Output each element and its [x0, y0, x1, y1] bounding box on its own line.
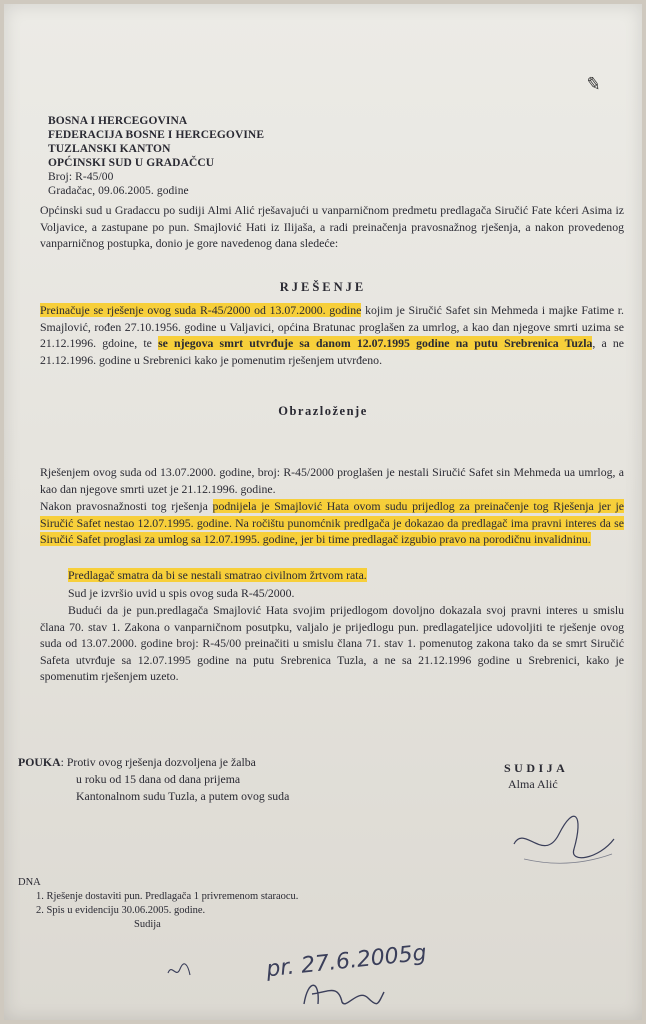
ruling-text-2: kojim je Siručić Safet sin Mehmeda i majke Fatime r. Smajlović, rođen 27.10.1956. godine u Valjavici, općina Bratunac proglašen za umrlog, a kao dan njegove smrti uzima se 21.12.1996. gdoine, te: [40, 303, 624, 351]
corner-ink-mark: ✎: [584, 73, 603, 95]
ruling-text-4: , a ne 21.12.1996. godine u Srebrenici kako je pomenutim rješenjem utvrđeno.: [40, 336, 625, 367]
reasoning-text-2a: Nakon pravosnažnosti tog rješenja: [40, 499, 213, 513]
delivery-item-1: 1. Rješenje dostaviti pun. Predlagača 1 privremenom staraocu.: [36, 891, 299, 902]
reasoning-highlight-3: Predlagač smatra da bi se nestali smatrao civilnom žrtvom rata.: [68, 568, 367, 582]
delivery-item-2: 2. Spis u evidenciju 30.06.2005. godine.: [36, 905, 206, 916]
document-date: Gradačac, 09.06.2005. godine: [48, 185, 189, 197]
header-federation: FEDERACIJA BOSNE I HERCEGOVINE: [48, 129, 265, 141]
instruction-line-2: u roku od 15 dana od dana prijema: [76, 772, 241, 786]
document-page: [4, 4, 642, 1020]
reasoning-paragraph-2: [40, 498, 624, 548]
ruling-title: RJEŠENJE: [279, 280, 367, 294]
handwritten-initials: [298, 974, 388, 1014]
intro-paragraph: Općinski sud u Gradaccu po sudiji Almi Alić rješavajući u vanparničnom predmetu predlagača Siručić Fate kćeri Asima iz Voljavice, a zastupane po pun. Smajlović Hati iz Ilijaša, a radi preinačenja pravosnažnog rješenja, a nakon provedenog vanparničnog postupka, donio je gore navedenog dana sledeće:: [40, 203, 624, 251]
header-court: OPĆINSKI SUD U GRADAČCU: [48, 157, 215, 169]
judge-signature-block: [504, 760, 568, 792]
delivery-signature-label: Sudija: [134, 919, 161, 930]
reasoning-paragraph-1: Rješenjem ovog suda od 13.07.2000. godine, broj: R-45/2000 proglašen je nestali Siručić Safet sin Mehmeda ua umrlog, a kao dan njegove smrti uzet je 21.12.1996. godine.: [40, 465, 624, 496]
handwritten-date-note: pr. 27.6.2005g: [265, 940, 428, 983]
reasoning-title: Obrazloženje: [278, 404, 368, 418]
ruling-highlight-bold: se njegova smrt utvrđuje sa danom 12.07.1995 godine na putu Srebrenica Tuzla: [158, 336, 593, 351]
instruction-block: [18, 754, 378, 805]
header-country: BOSNA I HERCEGOVINA: [48, 115, 188, 127]
reasoning-highlight-2: podnijela je Smajlović Hata ovom sudu prijedlog za preinačenje tog Rješenja jer je Siručić Safet nestao 12.07.1995. godine. Na ročištu punomćnik predlgača je dokazao da predlagač ima pravni interes da se Siručić Safet proglasi za umlog sa 12.07.1995. godine, jer bi time predlagač izgubio pravo na porodičnu invalidninu.: [40, 499, 624, 547]
reasoning-paragraph-4: Sud je izvršio uvid u spis ovog suda R-45/2000.: [68, 586, 295, 600]
judge-signature-scribble: [504, 804, 624, 874]
delivery-label: DNA: [18, 877, 41, 888]
ruling-paragraph: [40, 302, 624, 368]
small-initial-scribble: [164, 959, 194, 983]
instruction-line-3: Kantonalnom sudu Tuzla, a putem ovog suda: [76, 789, 290, 803]
instruction-label: POUKA: [18, 755, 61, 769]
judge-title: SUDIJA: [504, 761, 569, 775]
court-header: [48, 114, 264, 198]
reasoning-paragraph-3: [68, 567, 628, 584]
instruction-line-1: : Protiv ovog rješenja dozvoljena je žalba: [60, 755, 256, 769]
judge-name: Alma Alić: [508, 777, 558, 791]
reasoning-paragraph-5: Budući da je pun.predlagača Smajlović Hata svojim prijedlogom dovoljno dokazala svoj pravni interes u smislu člana 70. stav 1. Zakona o vanparničnom posutpku, valjalo je prijedlogu pun. predlagateljice udovoljiti te rješenje ovog suda od 13.07.2000. godine broj: R-45/00 preinačiti u smislu člana 71. stav 1. pomenutog zakona tako da se smrt Siručić Safeta utvrđuje sa 12.07.1995 godine na putu Srebrenica Tuzla, a ne sa 21.12.1996 godine u Srebrenici, kako je spomenutim rješenjem uzeto.: [40, 603, 624, 684]
ruling-highlight-1: Preinačuje se rješenje ovog suda R-45/2000 od 13.07.2000. godine: [40, 303, 362, 317]
case-number: Broj: R-45/00: [48, 171, 114, 183]
delivery-list: [18, 876, 298, 932]
header-canton: TUZLANSKI KANTON: [48, 143, 171, 155]
